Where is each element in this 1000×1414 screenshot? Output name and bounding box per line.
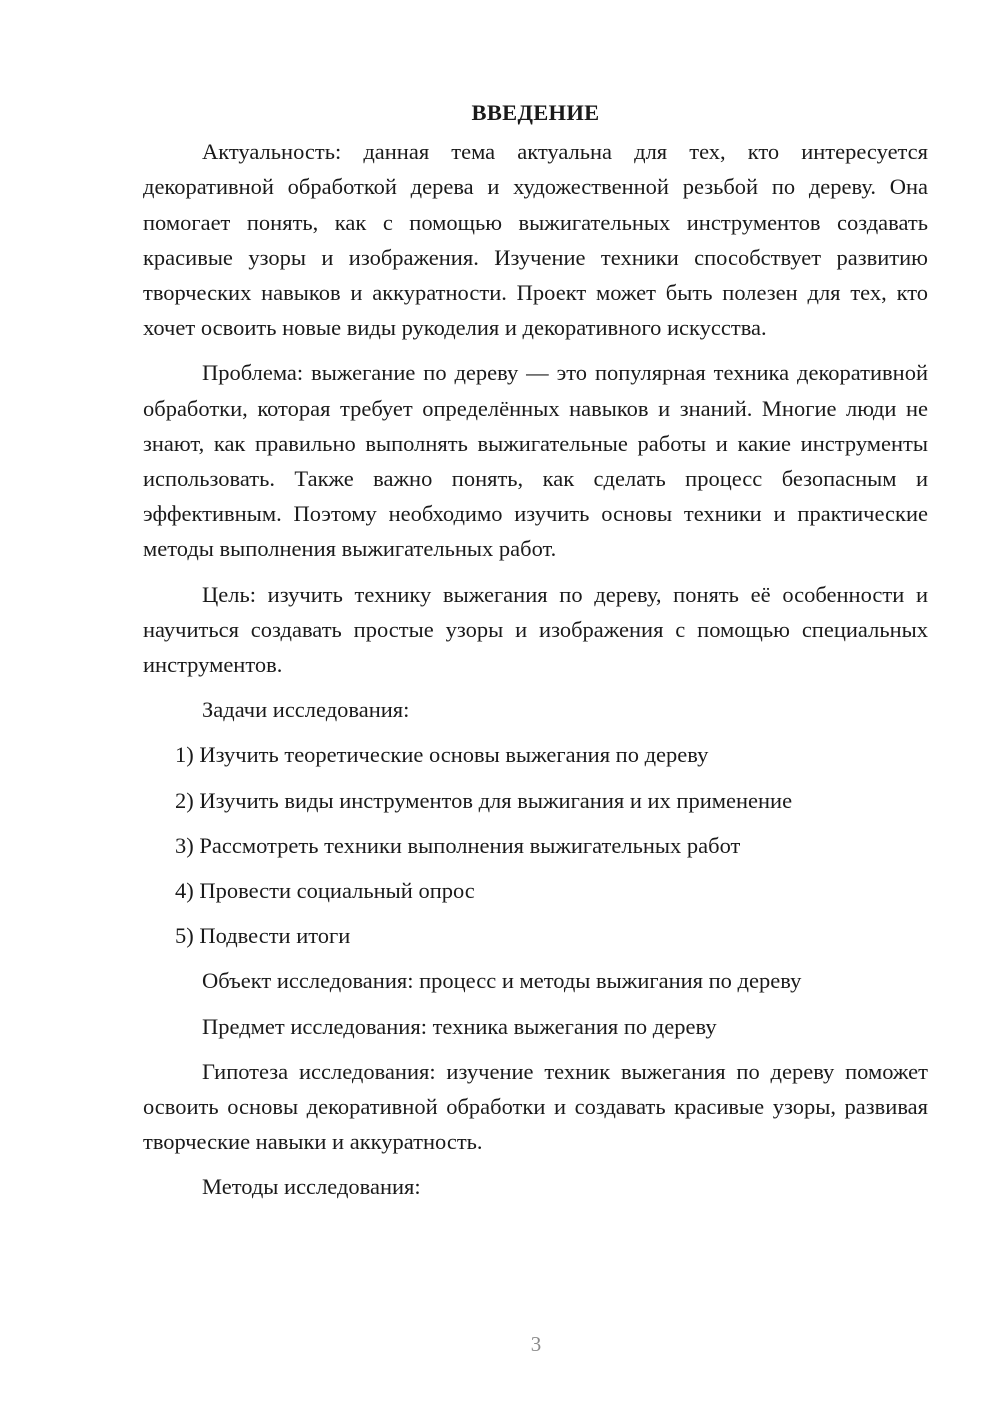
tasks-heading: Задачи исследования: [202, 697, 410, 723]
problem-paragraph: Проблема: выжегание по дереву — это популярная техника декоративной обработки, которая требует определённых навыков и знаний. Многие люди не знают, как правильно выполнять выжигательные работы и какие инструменты использовать. Также важно понять, как сделать процесс безопасным и эффективным. Поэтому необходимо изучить основы техники и практические методы выполнения выжигательных работ. [143, 360, 928, 562]
section-title: ВВЕДЕНИЕ [471, 100, 600, 125]
list-item: 5) Подвести итоги [175, 923, 351, 949]
list-item: 2) Изучить виды инструментов для выжигания и их применение [175, 787, 793, 813]
goal-paragraph: Цель: изучить технику выжегания по дереву, понять её особенности и научиться создавать простые узоры и изображения с помощью специальных инструментов. [143, 581, 928, 678]
methods-heading: Методы исследования: [202, 1174, 421, 1200]
page-number: 3 [530, 1332, 542, 1356]
research-object: Объект исследования: процесс и методы выжигания по дереву [202, 968, 802, 994]
relevance-paragraph: Актуальность: данная тема актуальна для тех, кто интересуется декоративной обработкой дерева и художественной резьбой по дереву. Она помогает понять, как с помощью выжигательных инструментов создавать красивые узоры и изображения. Изучение техники способствует развитию творческих навыков и аккуратности. Проект может быть полезен для тех, кто хочет освоить новые виды рукоделия и декоративного искусства. [143, 139, 928, 341]
list-item: 4) Провести социальный опрос [175, 878, 475, 904]
list-item: 3) Рассмотреть техники выполнения выжигательных работ [175, 832, 741, 858]
list-item: 1) Изучить теоретические основы выжегания по дереву [175, 742, 709, 768]
page-content [143, 95, 928, 1215]
hypothesis-paragraph: Гипотеза исследования: изучение техник выжегания по дереву поможет освоить основы декоративной обработки и создавать красивые узоры, развивая творческие навыки и аккуратность. [143, 1058, 928, 1155]
research-subject: Предмет исследования: техника выжегания по дереву [202, 1013, 717, 1039]
tasks-list [143, 737, 928, 953]
